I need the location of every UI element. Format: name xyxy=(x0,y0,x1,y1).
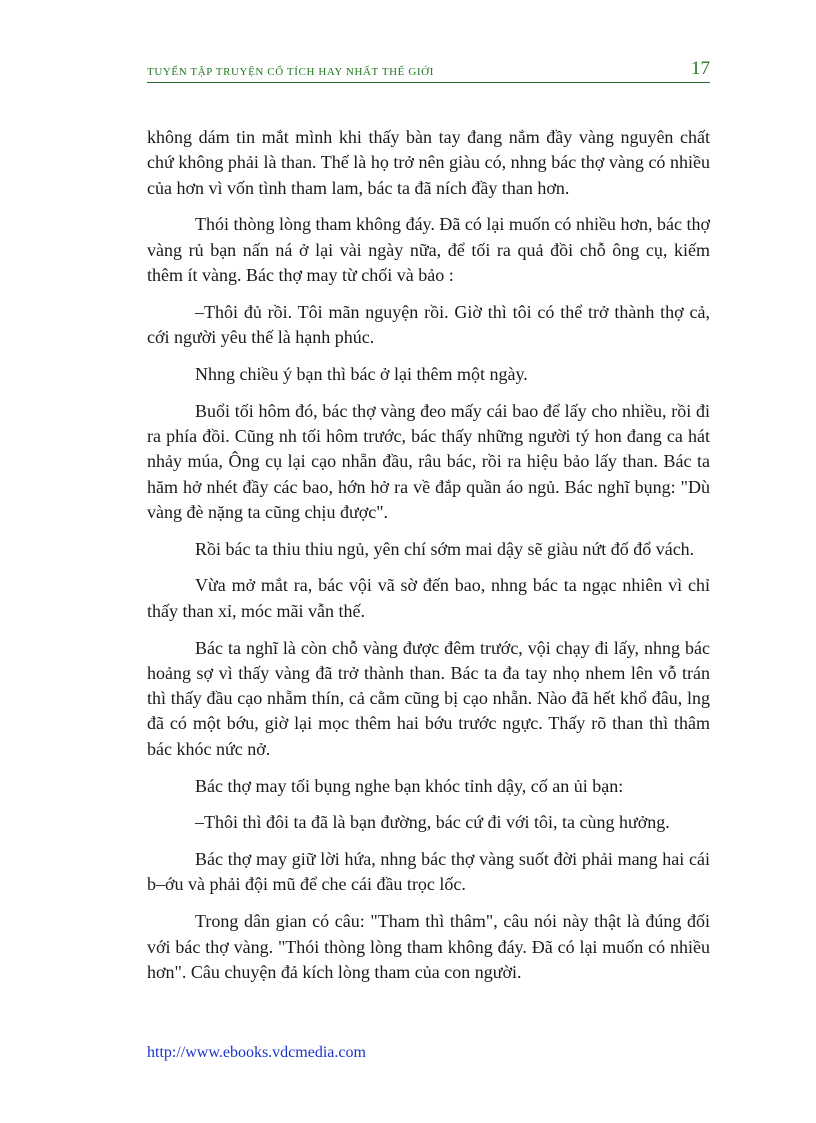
dialog-paragraph: –Thôi đủ rồi. Tôi mãn nguyện rồi. Giờ thì tôi có thể trở thành thợ cả, cới người yêu thế là hạnh phúc. xyxy=(147,301,710,348)
paragraph: Trong dân gian có câu: "Tham thì thâm", câu nói này thật là đúng đối với bác thợ vàng. "Thói thòng lòng tham không đáy. Đã có lại muốn có nhiều hơn". Câu chuyện đả kích lòng tham của con người. xyxy=(147,911,710,982)
footer-website-link[interactable]: http://www.ebooks.vdcmedia.com xyxy=(147,1044,366,1061)
paragraph: Nhng chiều ý bạn thì bác ở lại thêm một ngày. xyxy=(195,363,528,384)
paragraph: Buổi tối hôm đó, bác thợ vàng đeo mấy cái bao để lấy cho nhiều, rồi đi ra phía đồi. Cũng nh tối hôm trước, bác thấy những người tý hon đang ca hát nhảy múa, Ông cụ lại cạo nhẵn đầu, râu bác, rồi ra hiệu bảo lấy than. Bác ta hăm hở nhét đầy các bao, hớn hở ra về đắp quần áo ngủ. Bác nghĩ bụng: "Dù vàng đè nặng ta cũng chịu được". xyxy=(147,400,710,522)
paragraph: không dám tin mắt mình khi thấy bàn tay đang nắm đầy vàng nguyên chất chứ không phải là than. Thế là họ trở nên giàu có, nhng bác thợ vàng có nhiều của hơn vì vốn tình tham lam, bác ta đã ních đầy than hơn. xyxy=(147,127,710,198)
story-text xyxy=(147,125,710,997)
paragraph: Bác thợ may giữ lời hứa, nhng bác thợ vàng suốt đời phải mang hai cái b–ớu và phải đội mũ để che cái đầu trọc lốc. xyxy=(147,849,710,895)
page-number: 17 xyxy=(691,58,710,79)
book-title: TUYỂN TẬP TRUYỆN CỔ TÍCH HAY NHẤT THẾ GIỚI xyxy=(147,66,434,78)
paragraph: Bác ta nghĩ là còn chỗ vàng được đêm trước, vội chạy đi lấy, nhng bác hoảng sợ vì thấy vàng đã trở thành than. Bác ta đa tay nhọ nhem lên vỗ trán thì thấy đầu cạo nhẵm thín, cả cằm cũng bị cạo nhẵn. Nào đã hết khổ đâu, lng đã có một bớu, giờ lại mọc thêm hai bớu trước ngực. Thấy rõ than thì thâm bác khóc nức nở. xyxy=(147,637,710,759)
paragraph: Bác thợ may tối bụng nghe bạn khóc tỉnh dậy, cố an ủi bạn: xyxy=(195,775,624,796)
dialog-paragraph: –Thôi thì đôi ta đã là bạn đường, bác cứ đi với tôi, ta cùng hưởng. xyxy=(195,812,670,833)
paragraph: Vừa mở mắt ra, bác vội vã sờ đến bao, nhng bác ta ngạc nhiên vì chỉ thấy than xỉ, móc mãi vẫn thế. xyxy=(147,575,710,621)
paragraph: Rồi bác ta thiu thiu ngủ, yên chí sớm mai dậy sẽ giàu nứt đố đổ vách. xyxy=(195,538,695,559)
paragraph: Thói thòng lòng tham không đáy. Đã có lại muốn có nhiều hơn, bác thợ vàng rủ bạn nấn ná ở lại vài ngày nữa, để tối ra quả đồi chỗ ông cụ, kiếm thêm ít vàng. Bác thợ may từ chối và bảo : xyxy=(147,214,710,285)
running-header xyxy=(147,58,710,83)
